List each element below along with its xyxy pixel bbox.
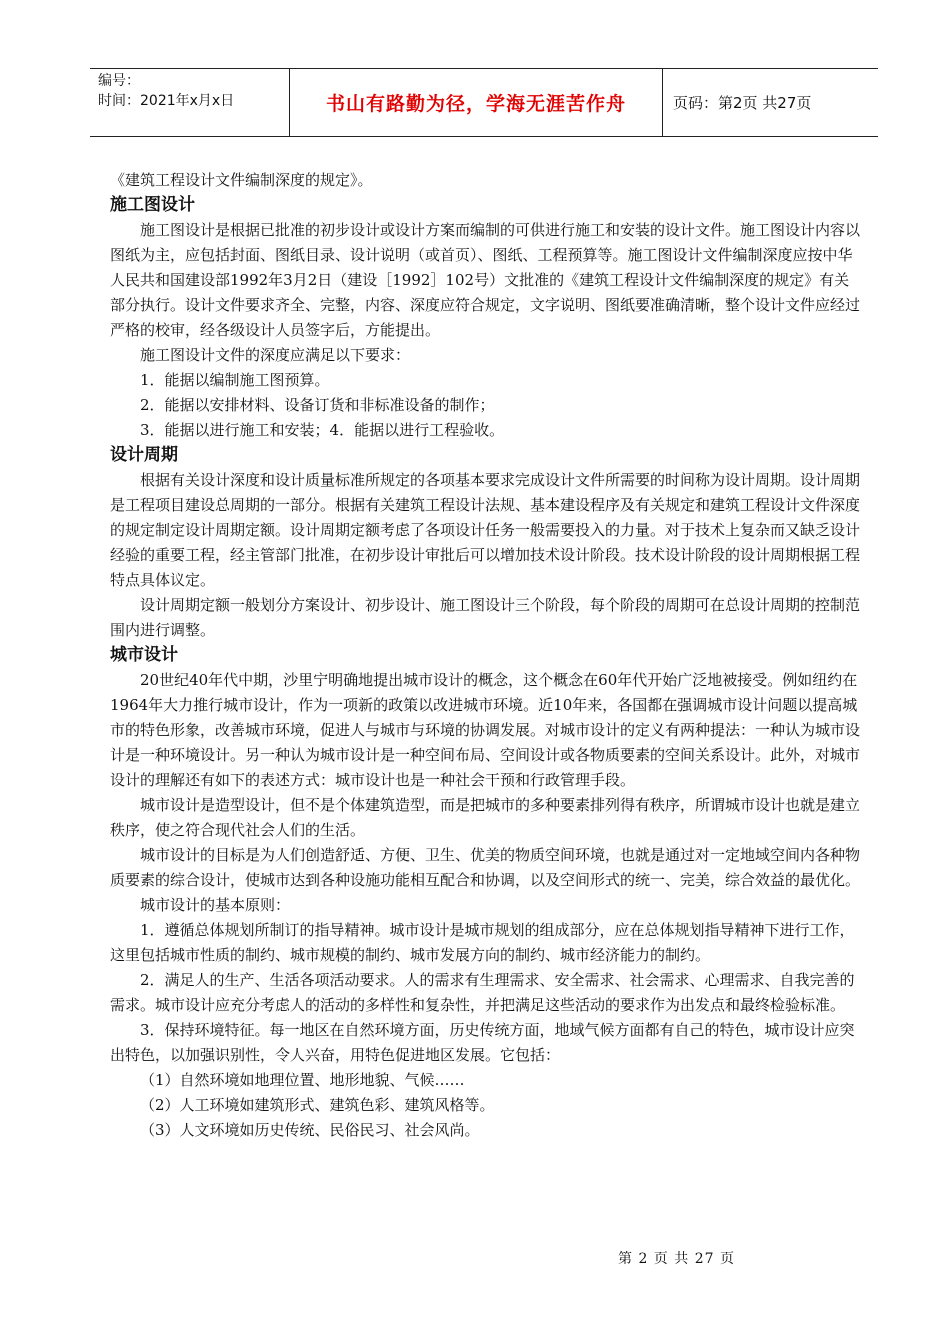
paragraph: 城市设计的基本原则： — [140, 896, 291, 914]
document-body — [110, 168, 860, 1143]
paragraph: 施工图设计是根据已批准的初步设计或设计方案而编制的可供进行施工和安装的设计文件。施工图设计内容以图纸为主，应包括封面、图纸目录、设计说明（或首页）、图纸、工程预算等。施工图设计文件编制深度应按中华人民共和国建设部1992年3月2日（建设［1992］102号）文批准的《建筑工程设计文件编制深度的规定》有关部分执行。设计文件要求齐全、完整，内容、深度应符合规定，文字说明、图纸要准确清晰，整个设计文件应经过严格的校审，经各级设计人员签字后，方能提出。 — [110, 221, 861, 339]
header-motto: 书山有路勤为径，学海无涯苦作舟 — [290, 69, 663, 136]
principle-item: 2．满足人的生产、生活各项活动要求。人的需求有生理需求、安全需求、社会需求、心理需求、自我完善的需求。城市设计应充分考虑人的活动的多样性和复杂性，并把满足这些活动的要求作为出发点和最终检验标准。 — [110, 971, 855, 1014]
header-meta — [90, 69, 290, 136]
section-title-design-cycle: 设计周期 — [110, 445, 178, 465]
sub-list-item: （2）人工环境如建筑形式、建筑色彩、建筑风格等。 — [140, 1096, 495, 1114]
header-time: 时间：2021年x月x日 — [98, 93, 235, 109]
list-item: 2．能据以安排材料、设备订货和非标准设备的制作； — [140, 396, 495, 414]
section-title-construction-drawing: 施工图设计 — [110, 195, 195, 215]
sub-list-item: （1）自然环境如地理位置、地形地貌、气候…… — [140, 1071, 465, 1089]
page-header — [90, 68, 878, 137]
page-footer: 第 2 页 共 27 页 — [618, 1251, 735, 1267]
list-item: 3．能据以进行施工和安装；4．能据以进行工程验收。 — [140, 421, 505, 439]
paragraph: 20世纪40年代中期，沙里宁明确地提出城市设计的概念，这个概念在60年代开始广泛地被接受。例如纽约在1964年大力推行城市设计，作为一项新的政策以改进城市环境。近10年来，各国都在强调城市设计问题以提高城市的特色形象，改善城市环境，促进人与城市与环境的协调发展。对城市设计的定义有两种提法：一种认为城市设计是一种环境设计。另一种认为城市设计是一种空间布局、空间设计或各物质要素的空间关系设计。此外，对城市设计的理解还有如下的表述方式：城市设计也是一种社会干预和行政管理手段。 — [110, 671, 861, 789]
paragraph: 施工图设计文件的深度应满足以下要求： — [140, 346, 411, 364]
paragraph: 设计周期定额一般划分方案设计、初步设计、施工图设计三个阶段，每个阶段的周期可在总设计周期的控制范围内进行调整。 — [110, 596, 861, 639]
header-page-number: 页码：第2页 共27页 — [673, 94, 812, 112]
paragraph: 根据有关设计深度和设计质量标准所规定的各项基本要求完成设计文件所需要的时间称为设计周期。设计周期是工程项目建设总周期的一部分。根据有关建筑工程设计法规、基本建设程序及有关规定和建筑工程设计文件深度的规定制定设计周期定额。设计周期定额考虑了各项设计任务一般需要投入的力量。对于技术上复杂而又缺乏设计经验的重要工程，经主管部门批准，在初步设计审批后可以增加技术设计阶段。技术设计阶段的设计周期根据工程特点具体议定。 — [110, 471, 861, 589]
sub-list-item: （3）人文环境如历史传统、民俗民习、社会风尚。 — [140, 1121, 480, 1139]
principle-item: 1．遵循总体规划所制订的指导精神。城市设计是城市规划的组成部分，应在总体规划指导精神下进行工作，这里包括城市性质的制约、城市规模的制约、城市发展方向的制约、城市经济能力的制约。 — [110, 921, 855, 964]
section-title-urban-design: 城市设计 — [110, 645, 178, 665]
list-item: 1．能据以编制施工图预算。 — [140, 371, 330, 389]
principle-item: 3．保持环境特征。每一地区在自然环境方面，历史传统方面，地域气候方面都有自己的特色，城市设计应突出特色，以加强识别性，令人兴奋，用特色促进地区发展。它包括： — [110, 1021, 855, 1064]
paragraph: 城市设计的目标是为人们创造舒适、方便、卫生、优美的物质空间环境，也就是通过对一定地域空间内各种物质要素的综合设计，使城市达到各种设施功能相互配合和协调，以及空间形式的统一、完美，综合效益的最优化。 — [110, 846, 861, 889]
paragraph: 城市设计是造型设计，但不是个体建筑造型，而是把城市的多种要素排列得有秩序，所谓城市设计也就是建立秩序，使之符合现代社会人们的生活。 — [110, 796, 861, 839]
intro-text: 《建筑工程设计文件编制深度的规定》。 — [110, 171, 373, 189]
header-number: 编号： — [98, 73, 140, 89]
